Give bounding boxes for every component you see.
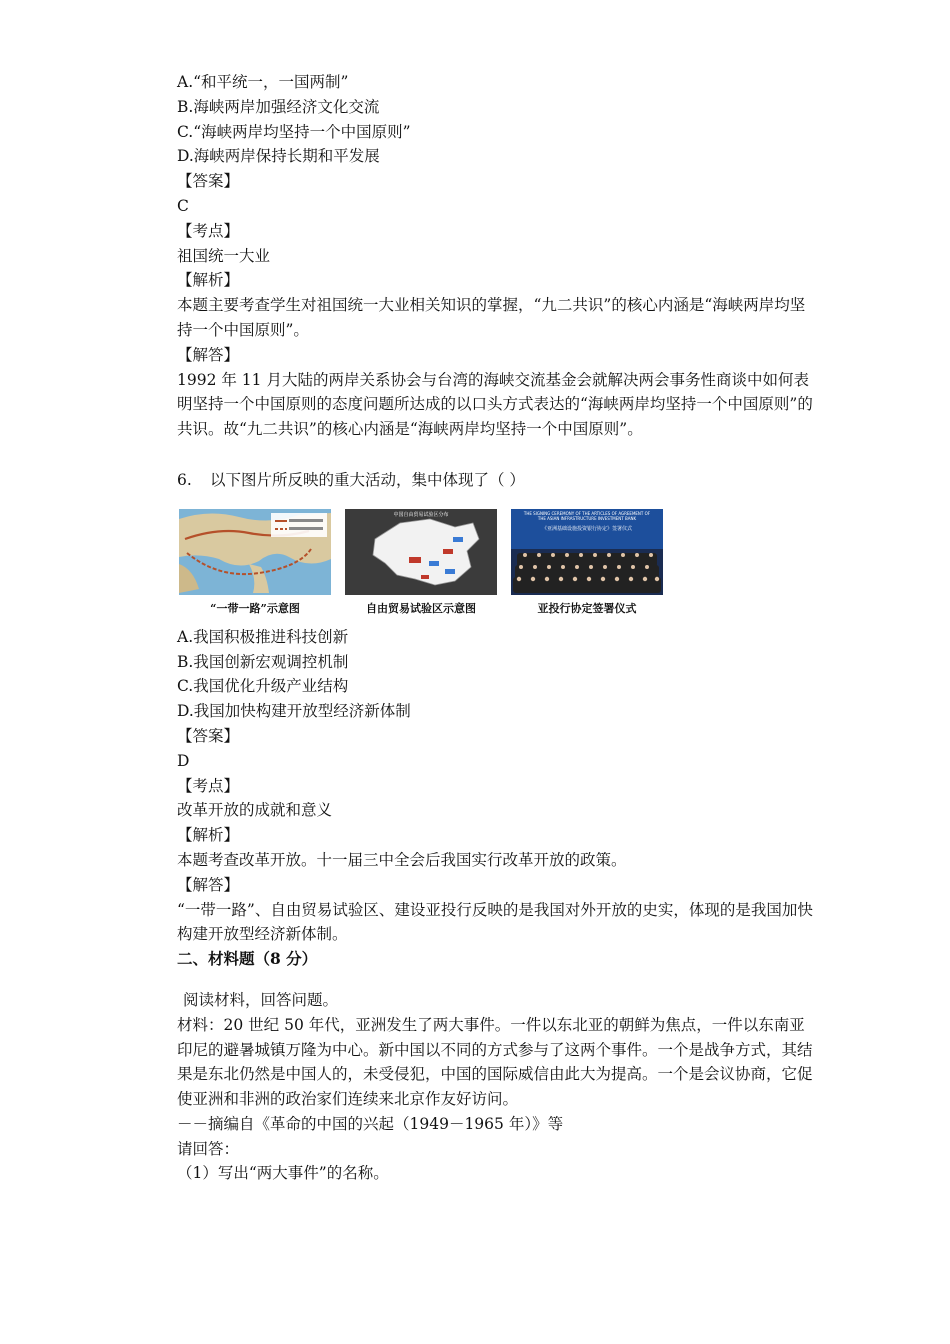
point-value: 祖国统一大业 [177,246,271,265]
analysis-text: 本题考查改革开放。十一届三中全会后我国实行改革开放的政策。 [177,850,627,869]
option-a: A.“和平统一，一国两制” [177,73,349,91]
material-source: －－摘编自《革命的中国的兴起（1949－1965 年）》等 [177,1114,564,1133]
q5-options [177,70,817,169]
material-text: 材料：20 世纪 50 年代，亚洲发生了两大事件。一件以东北亚的朝鲜为焦点，一件以东南亚印尼的避暑城镇万隆为中心。新中国以不同的方式参与了这两个事件。一个是战争方式，其结果是东北仍然是中国人的，未受侵犯，中国的国际威信由此大为提高。一个是会议协商，它促使亚洲和非洲的政治家们连续来北京作友好访问。 [177,1015,813,1109]
answer-prompt: 请回答： [177,1139,240,1158]
figure-ftz [345,509,497,617]
analysis-text: 本题主要考查学生对祖国统一大业相关知识的掌握，“九二共识”的核心内涵是“海峡两岸均坚持一个中国原则”。 [177,296,806,339]
option-d: D.我国加快构建开放型经济新体制 [177,702,411,721]
figure-caption: “一带一路”示意图 [210,601,300,615]
question-text: 以下图片所反映的重大活动，集中体现了（ ） [209,470,525,489]
answer-value: D [177,751,190,770]
option-c: C.“海峡两岸均坚持一个中国原则” [177,122,411,141]
section-title: 二、材料题（8 分） [177,949,318,969]
figure-belt-road [179,509,331,617]
option-d: D.海峡两岸保持长期和平发展 [177,147,380,166]
photo-inner-title: THE SIGNING CEREMONY OF THE ARTICLES OF AGREEMENT OF THE ASIAN INFRASTRUCTURE INVESTMENT BANK [523,510,651,521]
option-b: B.海峡两岸加强经济文化交流 [177,97,380,116]
point-label: 【考点】 [177,221,240,240]
question-number: 6. [177,470,192,489]
silk-road-map-icon [179,509,331,595]
figure-row [179,509,817,617]
answer-label: 【答案】 [177,726,240,745]
document-page [177,70,817,1186]
solution-text: 1992 年 11 月大陆的两岸关系协会与台湾的海峡交流基金会就解决两会事务性商谈中如何表明坚持一个中国原则的态度问题所达成的以口头方式表达的“海峡两岸均坚持一个中国原则”的共识。故“九二共识”的核心内涵是“海峡两岸均坚持一个中国原则”。 [177,370,813,439]
solution-text: “一带一路”、自由贸易试验区、建设亚投行反映的是我国对外开放的史实，体现的是我国加快构建开放型经济新体制。 [177,900,813,944]
point-label: 【考点】 [177,776,240,795]
analysis-label: 【解析】 [177,271,240,290]
solution-label: 【解答】 [177,345,240,364]
map-inner-title: 中国自由贸易试验区分布 [393,511,449,518]
option-b: B.我国创新宏观调控机制 [177,652,349,671]
solution-label: 【解答】 [177,875,240,894]
question-6-stem [177,468,817,493]
aiib-group-photo-icon [511,509,663,595]
answer-label: 【答案】 [177,172,240,191]
figure-caption: 自由贸易试验区示意图 [366,601,476,615]
option-c: C.我国优化升级产业结构 [177,677,349,696]
figure-aiib [511,509,663,617]
figure-caption: 亚投行协定签署仪式 [537,601,637,615]
photo-inner-subtitle: 《亚洲基础设施投资银行协定》签署仪式 [541,525,632,532]
section-intro: 阅读材料，回答问题。 [183,990,339,1009]
sub-question-1: （1）写出“两大事件”的名称。 [177,1164,389,1183]
point-value: 改革开放的成就和意义 [177,801,333,820]
option-a: A.我国积极推进科技创新 [177,627,349,646]
q6-options [177,625,817,724]
answer-value: C [177,196,189,215]
analysis-label: 【解析】 [177,826,240,845]
china-ftz-map-icon [345,509,497,595]
